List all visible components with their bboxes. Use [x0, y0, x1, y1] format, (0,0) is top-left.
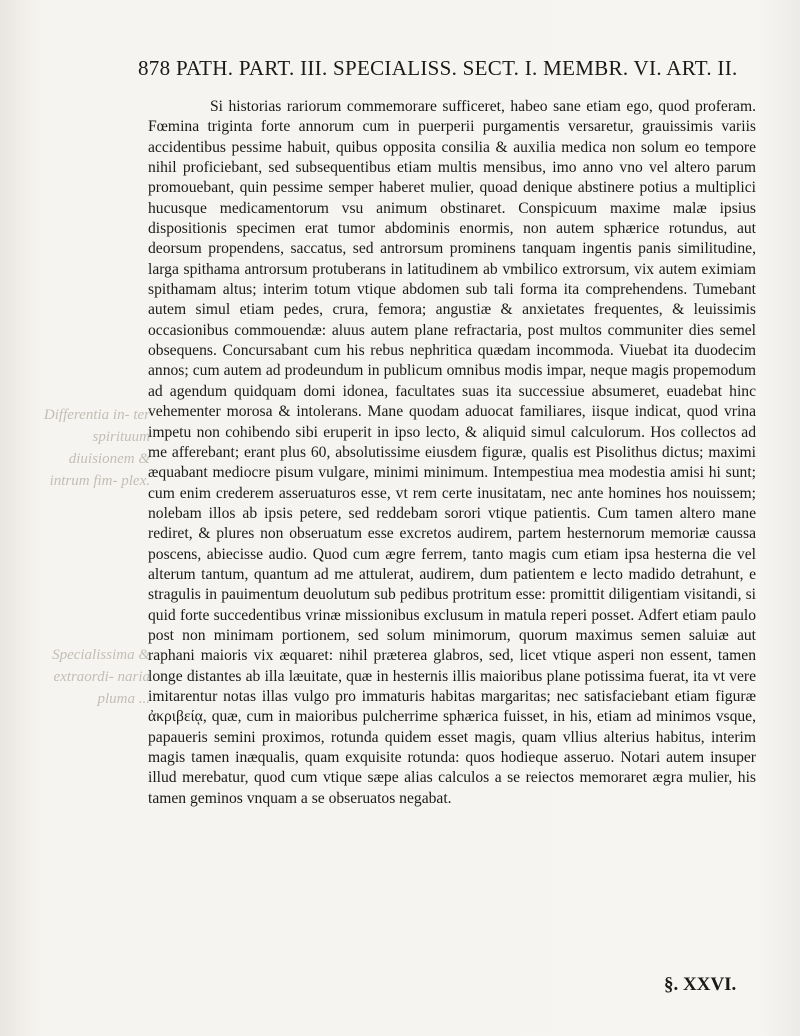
bleed-through-note-2: Specialissima & extraordi- naria pluma ...	[52, 647, 150, 707]
catchword: §. XXVI.	[664, 974, 737, 995]
bleed-through-note-1: Differentia in- ter spirituum diuisionem & intrum fim- plex.	[43, 407, 150, 489]
running-header: 878 PATH. PART. III. SPECIALISS. SECT. I. MEMBR. VI. ART. II.	[138, 56, 738, 80]
main-text-block	[148, 97, 756, 809]
bleed-through-left-margin	[40, 0, 150, 1036]
paragraph: Si historias rariorum commemorare sufficeret, habeo sane etiam ego, quod proferam. Fœmina triginta forte annorum cum in puerperii purgamentis versaretur, grauissimis variis accidentibus pessime habuit, quibus opposita consilia & auxilia medica non solum eo tempore nihil proficiebant, sed subsequentibus etiam multis mensibus, imo anno vno vel altero parum promouebant, quin pessime semper haberet mulier, quoad denique abstinere potius a multiplici hucusque medicamentorum vsu animum obstinaret. Conspicuum maxime malæ ipsius dispositionis specimen erat tumor abdominis enormis, non autem sphærice rotundus, aut deorsum propendens, saccatus, sed antrorsum prominens tanquam ingentis panis similitudine, larga spithama antrorsum protuberans in latitudinem ab vmbilico extrorsum, vix autem eximiam spithamam altus; interim totum vtique abdomen sub tali forma ita comprehendens. Tumebant autem simul etiam pedes, crura, femora; angustiæ & anxietates frequentes, & leuissimis occasionibus commouendæ: aluus autem plane refractaria, post multos communiter dies semel obsequens. Concursabant cum his rebus nephritica quædam incommoda. Viuebat ita duodecim annos; cum autem ad prodeundum in publicum omnibus modis impar, neque magis propemodum ad agendum quidquam domi idonea, facultates suas ita successiue absumeret, euadebat hinc vehementer morosa & intolerans. Mane quodam aduocat familiares, iisque indicat, quod vrina impetu non cohibendo sibi eruperit in ipso lecto, & aliquid simul calculorum. Hos collectos ad me afferebant; erant plus 60, absolutissime eiusdem figuræ, qualis est Pisolithus dictus; maximi æquabant mediocre pisum vulgare, minimi minimum. Intempestiua mea modestia amisi hi sunt; cum enim crederem asseruaturos esse, vt rem certe inusitatam, nec ante homines hos nouissem; nolebam illos ab ipsis petere, sed reddebam sorori vtique patientis. Cum tamen altero mane rediret, & plures non obseruatum esse excretos audirem, partem hesternorum memoriæ caussa poscens, abiecisse audio. Quod cum ægre ferrem, tanto magis cum etiam ipsa hesterna die vel alterum tantum, quantum ad me attulerat, audirem, dum patientem e lecto madido detrahunt, e stragulis in pauimentum deuolutum sub pedibus protritum esse: promittit diligentiam visitandi, si quid forte succedentibus vrinæ missionibus exclusum in matula reperi posset. Adfert etiam paulo post non minimam portionem, sed solum minimorum, quorum maximus semen saluiæ aut raphani maioris vix æquaret: nihil præterea glabros, sed, licet vtique asperi non essent, tamen longe distantes ab illa læuitate, quæ in hesternis illis maioribus plane potissima fuerat, ita vt vere imitarentur notas illas vulgo pro immaturis habitas margaritas; nec satisfaciebant etiam figuræ ἀκριβείᾳ, quæ, cum in maioribus pulcherrime sphærica fuisset, in his, etiam ad minimos vsque, papaueris semini proximos, rotunda quidem esset magis, quam vllius alterius habitus, interim magis tamen inæqualis, quam exquisite rotunda: quos hodieque asseruo. Notari autem insuper illud merebatur, quod cum vtique sæpe alias calculos a se reiectos memoraret ægra mulier, his tamen geminos vnquam a se obseruatos negabat.	[148, 98, 756, 807]
